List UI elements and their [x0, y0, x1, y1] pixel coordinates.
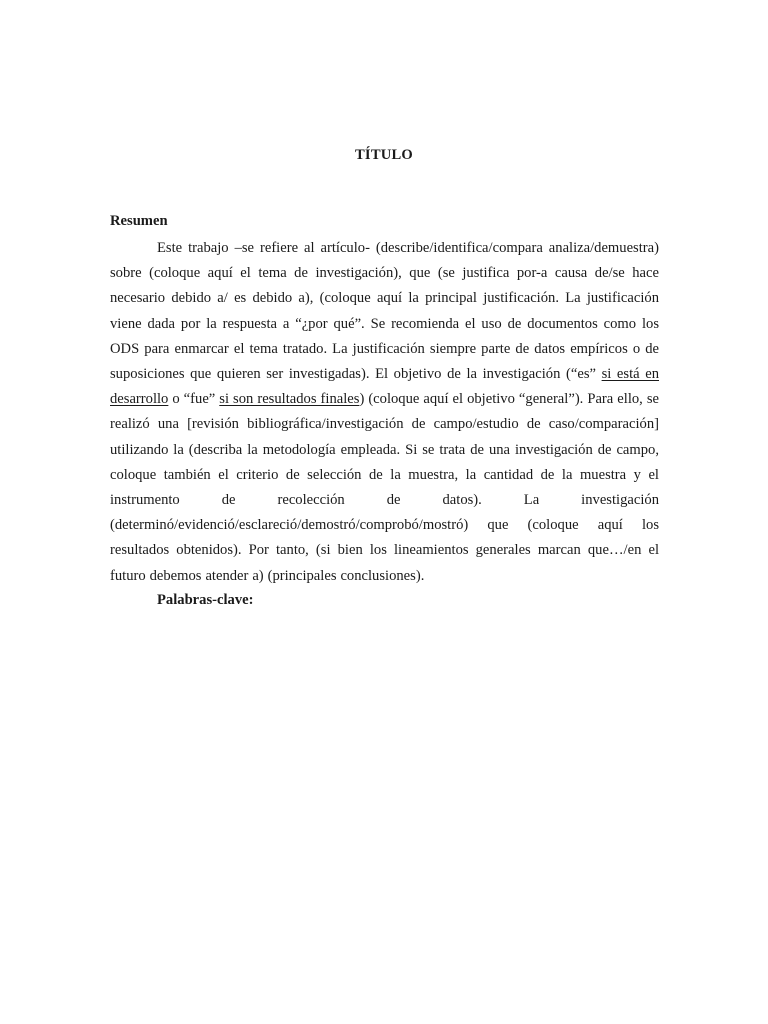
abstract-heading: Resumen — [110, 213, 168, 229]
abstract-text-part2: o “fue” — [172, 391, 216, 408]
abstract-paragraph — [110, 236, 659, 589]
document-title: TÍTULO — [355, 147, 413, 163]
abstract-underlined-phrase-2: si son resultados finales — [219, 391, 360, 408]
abstract-text-part1: Este trabajo –se refiere al artículo- (describe/identifica/compara analiza/demuestra) sobre (coloque aquí el tema de investigación), que (se justifica por-a causa de/se hace necesario debido a/ es debido a), (coloque aquí la principal justificación. La justificación viene dada por la respuesta a “¿por qué”. Se recomienda el uso de documentos como los ODS para enmarcar el tema tratado. La justificación siempre parte de datos empíricos o de suposiciones que quieren ser investigadas). El objetivo de la investigación (“es” — [110, 240, 659, 383]
keywords-label: Palabras-clave: — [157, 592, 254, 608]
abstract-underlined-phrase-1: si está en desarrollo — [110, 366, 659, 408]
abstract-text-part3: ) (coloque aquí el objetivo “general”). Para ello, se realizó una [revisión bibliográfica/investigación de campo/estudio de caso/comparación] utilizando la (describa la metodología empleada. Si se trata de una investigación de campo, coloque también el criterio de selección de la muestra, la cantidad de la muestra y el instrumento de recolección de datos). La investigación (determinó/evidenció/esclareció/demostró/comprobó/mostró) que (coloque aquí los resultados obtenidos). Por tanto, (si bien los lineamientos generales marcan que…/en el futuro debemos atender a) (principales conclusiones). — [110, 391, 659, 584]
